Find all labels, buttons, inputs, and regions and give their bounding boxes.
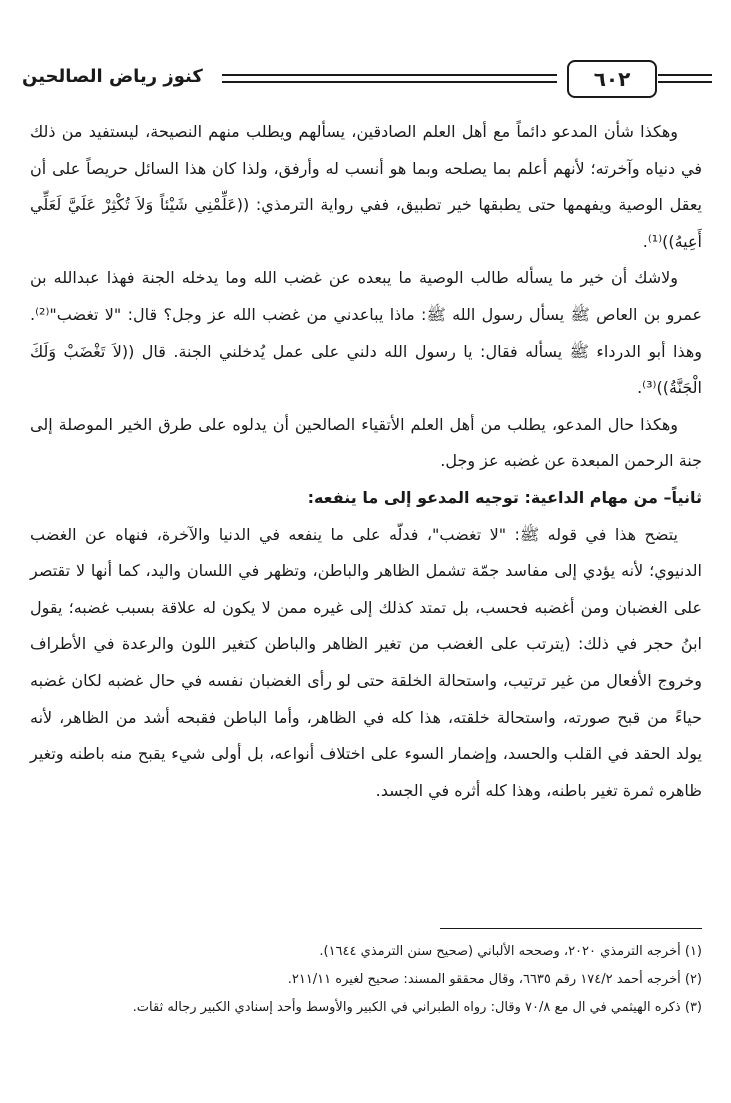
footnotes xyxy=(30,938,702,1022)
footnote: (٣) ذكره الهيثمي في ال مع ٧٠/٨ وقال: رواه الطبراني في الكبير والأوسط وأحد إسنادي الكبير رجاله ثقات. xyxy=(132,1000,702,1015)
footnote: (٢) أخرجه أحمد ١٧٤/٢ رقم ٦٦٣٥، وقال محققو المسند: صحيح لغيره ٢١١/١١. xyxy=(287,972,702,987)
paragraph: وهكذا شأن المدعو دائماً مع أهل العلم الصادقين، يسألهم ويطلب منهم النصيحة، ليستفيد من ذلك في دنياه وآخرته؛ لأنهم أعلم بما يصلحه وبما هو أنسب له وأرفق، ولذا كان هذا السائل حريصاً على أن يعقل الوصية ويفهمها حتى يطبقها خير تطبيق، ففي رواية الترمذي: ((عَلِّمْنِي شَيْئاً وَلاَ تُكْثِرْ عَلَيَّ لَعَلِّي أَعِيهُ))⁽¹⁾. xyxy=(30,122,702,251)
paragraph: يتضح هذا في قوله ﷺ: "لا تغضب"، فدلّه على ما ينفعه في الدنيا والآخرة، فنهاه عن الغضب الدنيوي؛ لأنه يؤدي إلى مفاسد جمّة تشمل الظاهر والباطن، وتظهر في اللسان واليد، كما أنها لا تقتصر على الغضبان ومن أغضبه فحسب، بل تمتد كذلك إلى غيره ممن لا يكون له علاقة بسبب غضبه؛ يقول ابنُ حجر في ذلك: (يترتب على الغضب من تغير الظاهر والباطن كتغير اللون والرعدة في الأطراف وخروج الأفعال من غير ترتيب، واستحالة الخلقة حتى لو رأى الغضبان نفسه في حال غضبه لكان غضبه حياءً من قبح صورته، واستحالة خلقته، هذا كله في الظاهر، وأما الباطن فقبحه أشد من الظاهر، لأنه يولد الحقد في القلب والحسد، وإضمار السوء على اختلاف أنواعه، بل أولى شيء يقبح منه باطنه وتغير ظاهره ثمرة تغير باطنه، وهذا كله أثره في الجسد. xyxy=(30,524,702,800)
paragraph: وهكذا حال المدعو، يطلب من أهل العلم الأتقياء الصالحين أن يدلوه على طرق الخير الموصلة إلى جنة الرحمن المبعدة عن غضبه عز وجل. xyxy=(30,414,702,471)
running-title: كنوز رياض الصالحين xyxy=(22,66,203,87)
page-number: ٦٠٢ xyxy=(567,60,657,98)
paragraph: ولاشك أن خير ما يسأله طالب الوصية ما يبعده عن غضب الله وما يدخله الجنة فهذا عبدالله بن عمرو بن العاص ﷺ يسأل رسول الله ﷺ: ماذا يباعدني من غضب الله عز وجل؟ قال: "لا تغضب"⁽²⁾. وهذا أبو الدرداء ﷺ يسأله فقال: يا رسول الله دلني على عمل يُدخلني الجنة. قال ((لاَ تَغْضَبْ وَلَكَ الْجَنَّةُ))⁽³⁾. xyxy=(30,268,702,398)
page-header xyxy=(22,60,712,102)
footnote: (١) أخرجه الترمذي ٢٠٢٠، وصححه الألباني (صحيح سنن الترمذي ١٦٤٤). xyxy=(319,944,702,959)
header-rule-tail xyxy=(658,74,712,83)
footnote-divider xyxy=(440,928,702,929)
main-text xyxy=(30,114,702,809)
header-rule xyxy=(222,74,557,83)
section-heading: ثانياً– من مهام الداعية: توجيه المدعو إلى ما ينفعه: xyxy=(307,487,702,507)
